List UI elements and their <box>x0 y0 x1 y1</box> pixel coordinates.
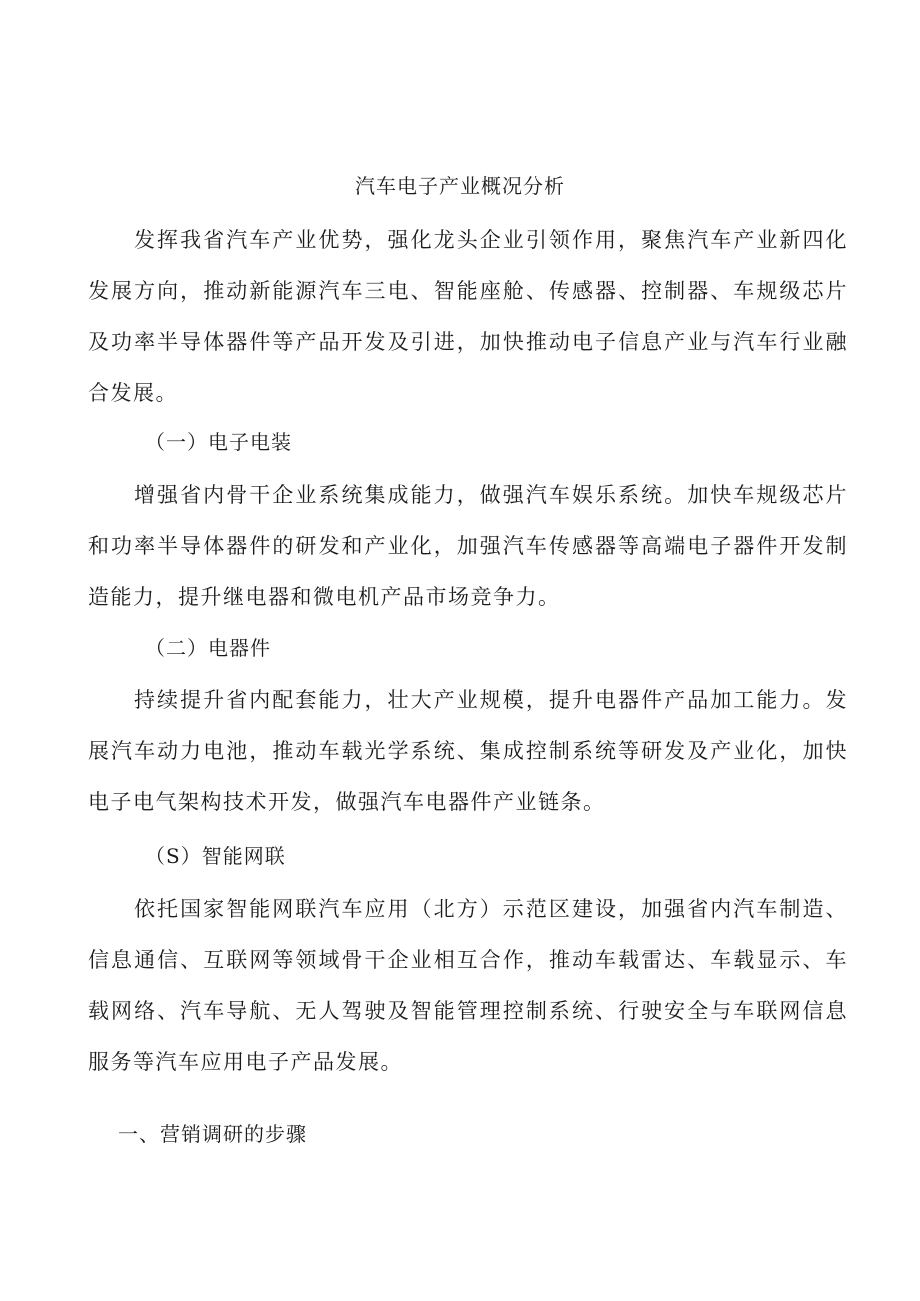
subsection-body-connected: 依托国家智能网联汽车应用（北方）示范区建设，加强省内汽车制造、信息通信、互联网等领域骨干企业相互合作，推动车载雷达、车载显示、车载网络、汽车导航、无人驾驶及智能管理控制系统、行驶安全与车联网信息服务等汽车应用电子产品发展。 <box>88 897 848 1074</box>
section-heading: 一、营销调研的步骤 <box>118 1122 307 1146</box>
subsection-body-electronics: 增强省内骨干企业系统集成能力，做强汽车娱乐系统。加快车规级芯片和功率半导体器件的研发和产业化，加强汽车传感器等高端电子器件开发制造能力，提升继电器和微电机产品市场竞争力。 <box>88 483 848 609</box>
intro-paragraph: 发挥我省汽车产业优势，强化龙头企业引领作用，聚焦汽车产业新四化发展方向，推动新能源汽车三电、智能座舱、传感器、控制器、车规级芯片及功率半导体器件等产品开发及引进，加快推动电子信息产业与汽车行业融合发展。 <box>88 228 848 405</box>
subsection-heading-electronics: （一）电子电装 <box>145 430 292 454</box>
document-title: 汽车电子产业概况分析 <box>355 174 565 198</box>
subsection-heading-connected: （S）智能网联 <box>145 844 286 868</box>
subsection-heading-electrical-parts: （二）电器件 <box>145 636 271 660</box>
subsection-body-electrical-parts: 持续提升省内配套能力，壮大产业规模，提升电器件产品加工能力。发展汽车动力电池，推动车载光学系统、集成控制系统等研发及产业化，加快电子电气架构技术开发，做强汽车电器件产业链条。 <box>88 688 848 814</box>
